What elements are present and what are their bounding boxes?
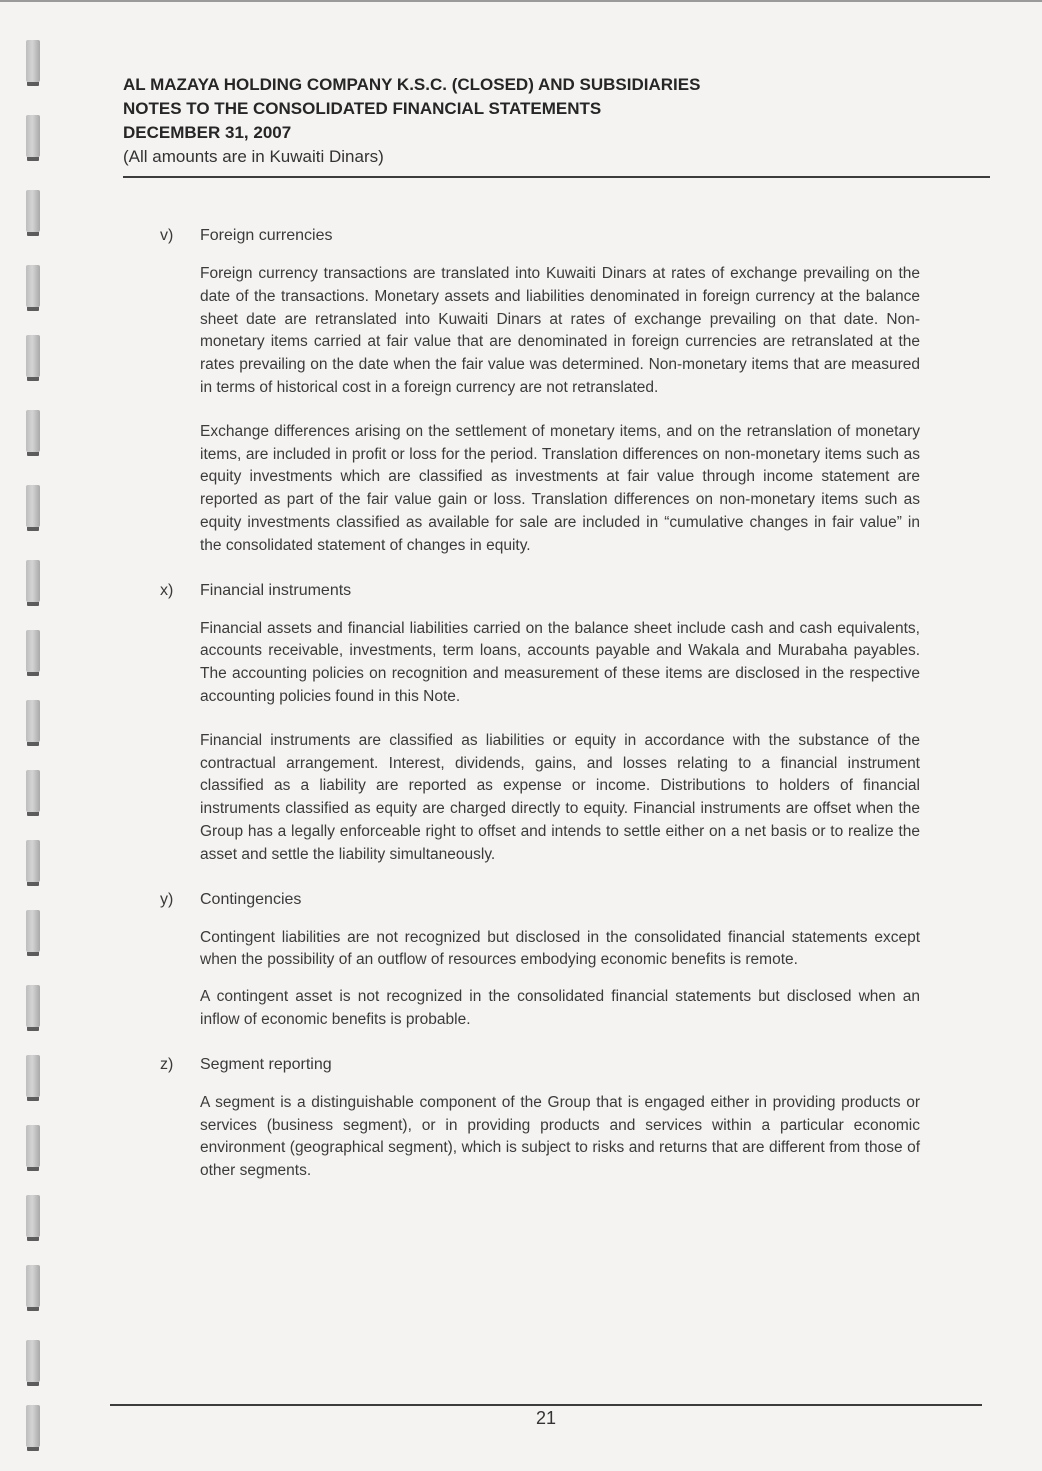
binding-hole	[26, 115, 40, 157]
binding-hole	[26, 770, 40, 812]
binding-hole	[26, 265, 40, 307]
company-name: AL MAZAYA HOLDING COMPANY K.S.C. (CLOSED) AND SUBSIDIARIES	[123, 75, 701, 94]
section-heading	[160, 1053, 920, 1076]
binding-hole	[26, 700, 40, 742]
paragraph: Contingent liabilities are not recognized but disclosed in the consolidated financial statements except when the possibility of an outflow of resources embodying economic benefits is remote.	[200, 928, 920, 969]
notes-body	[160, 224, 920, 1204]
section-letter: v)	[160, 227, 174, 244]
section-contingencies	[160, 888, 920, 1032]
paragraph: A segment is a distinguishable component of the Group that is engaged either in providing products or services (business segment), or in providing products and services within a particular economic environment (geographical segment), which is subject to risks and returns that are different from those of other segments.	[200, 1093, 920, 1180]
paragraph: A contingent asset is not recognized in the consolidated financial statements but disclosed when an inflow of economic benefits is probable.	[200, 988, 920, 1028]
binding-hole	[26, 410, 40, 452]
binding-hole	[26, 1125, 40, 1167]
binding-hole	[26, 1055, 40, 1097]
section-foreign-currencies	[160, 224, 920, 558]
page-top-border	[0, 0, 1042, 2]
page-number: 21	[535, 1408, 557, 1428]
binding-hole	[26, 910, 40, 952]
paragraph: Financial instruments are classified as liabilities or equity in accordance with the substance of the contractual arrangement. Interest, dividends, gains, and losses relating to a financial instrument classified as a liability are reported as expense or income. Distributions to holders of financial instruments classified as equity are charged directly to equity. Financial instruments are offset when the Group has a legally enforceable right to offset and intends to settle either on a net basis or to realize the asset and settle the liability simultaneously.	[200, 731, 920, 863]
currency-note: (All amounts are in Kuwaiti Dinars)	[123, 147, 384, 166]
section-title: Foreign currencies	[200, 227, 333, 244]
header-divider	[123, 176, 990, 178]
binding-hole	[26, 1405, 40, 1447]
binding-hole	[26, 1195, 40, 1237]
binding-hole	[26, 1265, 40, 1307]
document-header	[123, 73, 990, 171]
section-letter: y)	[160, 890, 174, 908]
binding-holes	[26, 30, 46, 1450]
paragraph: Exchange differences arising on the settlement of monetary items, and on the retranslation of monetary items, are included in profit or loss for the period. Translation differences on non-monetary items such as equity investments which are classified as investments at fair value through income statement are reported as part of the fair value gain or loss. Translation differences on non-monetary items such as equity investments classified as available for sale are included in “cumulative changes in fair value” in the consolidated statement of changes in equity.	[200, 422, 920, 554]
statement-date: DECEMBER 31, 2007	[123, 123, 292, 142]
section-heading	[160, 224, 920, 247]
binding-hole	[26, 985, 40, 1027]
section-title: Financial instruments	[200, 581, 352, 599]
section-financial-instruments	[160, 579, 920, 867]
binding-hole	[26, 485, 40, 527]
section-title: Contingencies	[200, 890, 302, 908]
section-heading	[160, 888, 920, 911]
binding-hole	[26, 840, 40, 882]
section-segment-reporting	[160, 1053, 920, 1183]
binding-hole	[26, 190, 40, 232]
binding-hole	[26, 630, 40, 672]
section-letter: x)	[160, 581, 174, 599]
section-letter: z)	[160, 1055, 174, 1073]
paragraph: Foreign currency transactions are translated into Kuwaiti Dinars at rates of exchange prevailing on the date of the transactions. Monetary assets and liabilities denominated in foreign currency at the balance sheet date are retranslated into Kuwaiti Dinars at rates of exchange prevailing on that date. Non-monetary items carried at fair value that are denominated in foreign currencies are retranslated at the rates prevailing on the date when the fair value was determined. Non-monetary items that are measured in terms of historical cost in a foreign currency are not retranslated.	[200, 265, 920, 396]
section-title: Segment reporting	[200, 1055, 332, 1073]
binding-hole	[26, 1340, 40, 1382]
binding-hole	[26, 560, 40, 602]
paragraph: Financial assets and financial liabilities carried on the balance sheet include cash and cash equivalents, accounts receivable, investments, term loans, accounts payable and Wakala and Murabaha payables. The accounting policies on recognition and measurement of these items are disclosed in the respective accounting policies found in this Note.	[200, 619, 920, 705]
binding-hole	[26, 40, 40, 82]
footer-divider	[110, 1404, 982, 1406]
binding-hole	[26, 335, 40, 377]
document-title: NOTES TO THE CONSOLIDATED FINANCIAL STATEMENTS	[123, 99, 602, 118]
section-heading	[160, 579, 920, 602]
